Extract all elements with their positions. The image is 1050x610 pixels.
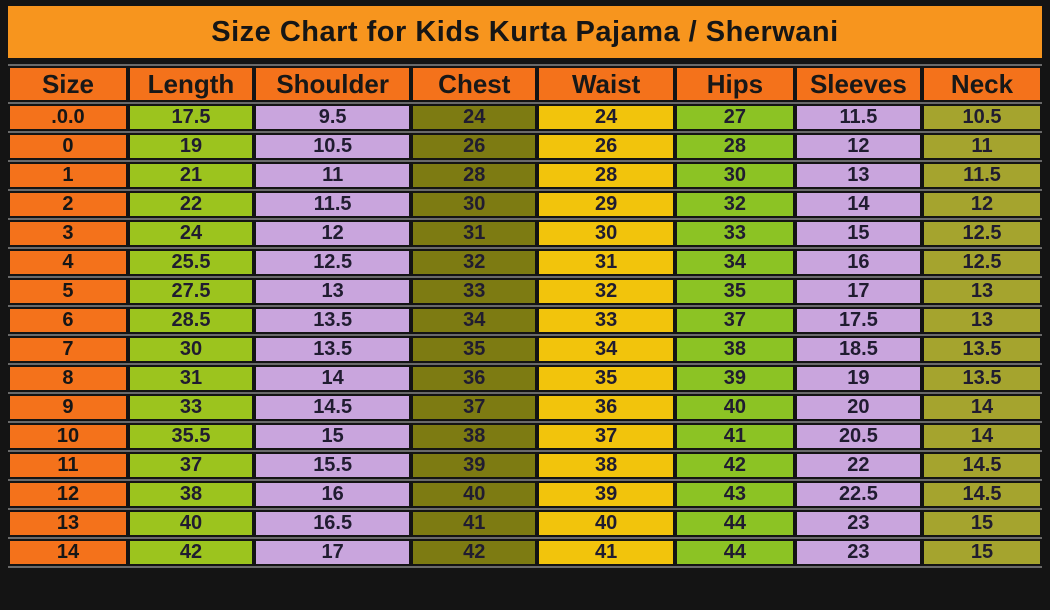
table-row-size-1 — [8, 162, 1042, 189]
cell-waist: 35 — [537, 365, 675, 392]
cell-hips: 28 — [675, 133, 795, 160]
cell-hips: 40 — [675, 394, 795, 421]
table-row-size-6 — [8, 307, 1042, 334]
cell-chest: 33 — [411, 278, 537, 305]
cell-chest: 26 — [411, 133, 537, 160]
cell-neck: 13 — [922, 307, 1042, 334]
cell-chest: 24 — [411, 104, 537, 131]
cell-hips: 30 — [675, 162, 795, 189]
cell-size: 13 — [8, 510, 128, 537]
cell-sleeves: 23 — [795, 510, 922, 537]
header-row — [8, 66, 1042, 102]
cell-length: 40 — [128, 510, 254, 537]
cell-waist: 29 — [537, 191, 675, 218]
cell-neck: 14.5 — [922, 481, 1042, 508]
cell-hips: 42 — [675, 452, 795, 479]
cell-shoulder: 14.5 — [254, 394, 411, 421]
cell-length: 35.5 — [128, 423, 254, 450]
column-header-waist: Waist — [537, 66, 675, 102]
column-header-sleeves: Sleeves — [795, 66, 922, 102]
cell-sleeves: 20.5 — [795, 423, 922, 450]
cell-neck: 15 — [922, 510, 1042, 537]
cell-length: 28.5 — [128, 307, 254, 334]
cell-waist: 31 — [537, 249, 675, 276]
cell-neck: 12.5 — [922, 220, 1042, 247]
cell-waist: 24 — [537, 104, 675, 131]
cell-size: 2 — [8, 191, 128, 218]
cell-length: 33 — [128, 394, 254, 421]
cell-neck: 10.5 — [922, 104, 1042, 131]
cell-shoulder: 17 — [254, 539, 411, 566]
cell-neck: 12 — [922, 191, 1042, 218]
cell-chest: 35 — [411, 336, 537, 363]
cell-length: 38 — [128, 481, 254, 508]
table-row-size-10 — [8, 423, 1042, 450]
table-row-size-13 — [8, 510, 1042, 537]
cell-size: 10 — [8, 423, 128, 450]
cell-shoulder: 13.5 — [254, 336, 411, 363]
column-header-size: Size — [8, 66, 128, 102]
cell-length: 30 — [128, 336, 254, 363]
cell-chest: 39 — [411, 452, 537, 479]
cell-chest: 36 — [411, 365, 537, 392]
table-row-size-7 — [8, 336, 1042, 363]
cell-neck: 14.5 — [922, 452, 1042, 479]
cell-shoulder: 14 — [254, 365, 411, 392]
cell-size: 14 — [8, 539, 128, 566]
cell-length: 42 — [128, 539, 254, 566]
cell-hips: 27 — [675, 104, 795, 131]
title-band — [8, 6, 1042, 58]
column-header-length: Length — [128, 66, 254, 102]
cell-chest: 40 — [411, 481, 537, 508]
table-body — [8, 104, 1042, 566]
cell-neck: 11 — [922, 133, 1042, 160]
cell-size: 8 — [8, 365, 128, 392]
table-row-size-2 — [8, 191, 1042, 218]
cell-sleeves: 15 — [795, 220, 922, 247]
cell-sleeves: 14 — [795, 191, 922, 218]
cell-size: 9 — [8, 394, 128, 421]
cell-waist: 34 — [537, 336, 675, 363]
table-row-size-11 — [8, 452, 1042, 479]
cell-shoulder: 11.5 — [254, 191, 411, 218]
cell-shoulder: 16.5 — [254, 510, 411, 537]
cell-chest: 28 — [411, 162, 537, 189]
table-row-size-4 — [8, 249, 1042, 276]
cell-waist: 39 — [537, 481, 675, 508]
cell-sleeves: 23 — [795, 539, 922, 566]
table-row-size-0 — [8, 133, 1042, 160]
table-row-size-8 — [8, 365, 1042, 392]
cell-waist: 38 — [537, 452, 675, 479]
table-row-size-5 — [8, 278, 1042, 305]
cell-length: 21 — [128, 162, 254, 189]
cell-hips: 33 — [675, 220, 795, 247]
cell-size: 5 — [8, 278, 128, 305]
cell-length: 37 — [128, 452, 254, 479]
cell-size: 3 — [8, 220, 128, 247]
cell-shoulder: 10.5 — [254, 133, 411, 160]
cell-hips: 44 — [675, 510, 795, 537]
cell-sleeves: 13 — [795, 162, 922, 189]
cell-neck: 14 — [922, 423, 1042, 450]
cell-waist: 36 — [537, 394, 675, 421]
column-header-neck: Neck — [922, 66, 1042, 102]
cell-hips: 37 — [675, 307, 795, 334]
table-row-size-14 — [8, 539, 1042, 566]
cell-length: 24 — [128, 220, 254, 247]
cell-sleeves: 11.5 — [795, 104, 922, 131]
page-title: Size Chart for Kids Kurta Pajama / Sherwani — [211, 15, 839, 48]
cell-hips: 34 — [675, 249, 795, 276]
cell-shoulder: 12 — [254, 220, 411, 247]
cell-hips: 39 — [675, 365, 795, 392]
cell-neck: 13.5 — [922, 336, 1042, 363]
cell-length: 25.5 — [128, 249, 254, 276]
cell-sleeves: 17.5 — [795, 307, 922, 334]
cell-waist: 32 — [537, 278, 675, 305]
cell-shoulder: 15 — [254, 423, 411, 450]
cell-size: 4 — [8, 249, 128, 276]
cell-sleeves: 20 — [795, 394, 922, 421]
cell-size: 7 — [8, 336, 128, 363]
column-header-chest: Chest — [411, 66, 537, 102]
table-row-size-12 — [8, 481, 1042, 508]
cell-sleeves: 17 — [795, 278, 922, 305]
cell-sleeves: 22.5 — [795, 481, 922, 508]
cell-shoulder: 13 — [254, 278, 411, 305]
cell-chest: 31 — [411, 220, 537, 247]
cell-length: 17.5 — [128, 104, 254, 131]
table-header — [8, 66, 1042, 102]
cell-length: 27.5 — [128, 278, 254, 305]
column-header-hips: Hips — [675, 66, 795, 102]
cell-sleeves: 12 — [795, 133, 922, 160]
cell-hips: 35 — [675, 278, 795, 305]
cell-waist: 30 — [537, 220, 675, 247]
cell-chest: 30 — [411, 191, 537, 218]
table-row-size-3 — [8, 220, 1042, 247]
cell-neck: 14 — [922, 394, 1042, 421]
cell-waist: 33 — [537, 307, 675, 334]
cell-size: 12 — [8, 481, 128, 508]
cell-neck: 11.5 — [922, 162, 1042, 189]
cell-neck: 13.5 — [922, 365, 1042, 392]
cell-shoulder: 13.5 — [254, 307, 411, 334]
cell-length: 22 — [128, 191, 254, 218]
cell-shoulder: 11 — [254, 162, 411, 189]
cell-neck: 12.5 — [922, 249, 1042, 276]
cell-size: 6 — [8, 307, 128, 334]
cell-size: 1 — [8, 162, 128, 189]
cell-length: 31 — [128, 365, 254, 392]
cell-hips: 44 — [675, 539, 795, 566]
cell-hips: 32 — [675, 191, 795, 218]
cell-size: 11 — [8, 452, 128, 479]
cell-chest: 41 — [411, 510, 537, 537]
table-row-size-0.0 — [8, 104, 1042, 131]
cell-size: 0 — [8, 133, 128, 160]
table-row-size-9 — [8, 394, 1042, 421]
cell-size: .0.0 — [8, 104, 128, 131]
cell-chest: 32 — [411, 249, 537, 276]
cell-hips: 41 — [675, 423, 795, 450]
cell-shoulder: 9.5 — [254, 104, 411, 131]
cell-neck: 15 — [922, 539, 1042, 566]
cell-hips: 38 — [675, 336, 795, 363]
cell-sleeves: 16 — [795, 249, 922, 276]
size-chart-table — [8, 64, 1042, 568]
cell-shoulder: 15.5 — [254, 452, 411, 479]
cell-waist: 41 — [537, 539, 675, 566]
cell-shoulder: 12.5 — [254, 249, 411, 276]
cell-neck: 13 — [922, 278, 1042, 305]
cell-length: 19 — [128, 133, 254, 160]
cell-sleeves: 19 — [795, 365, 922, 392]
cell-hips: 43 — [675, 481, 795, 508]
cell-chest: 42 — [411, 539, 537, 566]
cell-shoulder: 16 — [254, 481, 411, 508]
column-header-shoulder: Shoulder — [254, 66, 411, 102]
cell-chest: 37 — [411, 394, 537, 421]
cell-waist: 26 — [537, 133, 675, 160]
cell-waist: 28 — [537, 162, 675, 189]
cell-chest: 38 — [411, 423, 537, 450]
cell-chest: 34 — [411, 307, 537, 334]
cell-waist: 40 — [537, 510, 675, 537]
cell-waist: 37 — [537, 423, 675, 450]
cell-sleeves: 18.5 — [795, 336, 922, 363]
cell-sleeves: 22 — [795, 452, 922, 479]
